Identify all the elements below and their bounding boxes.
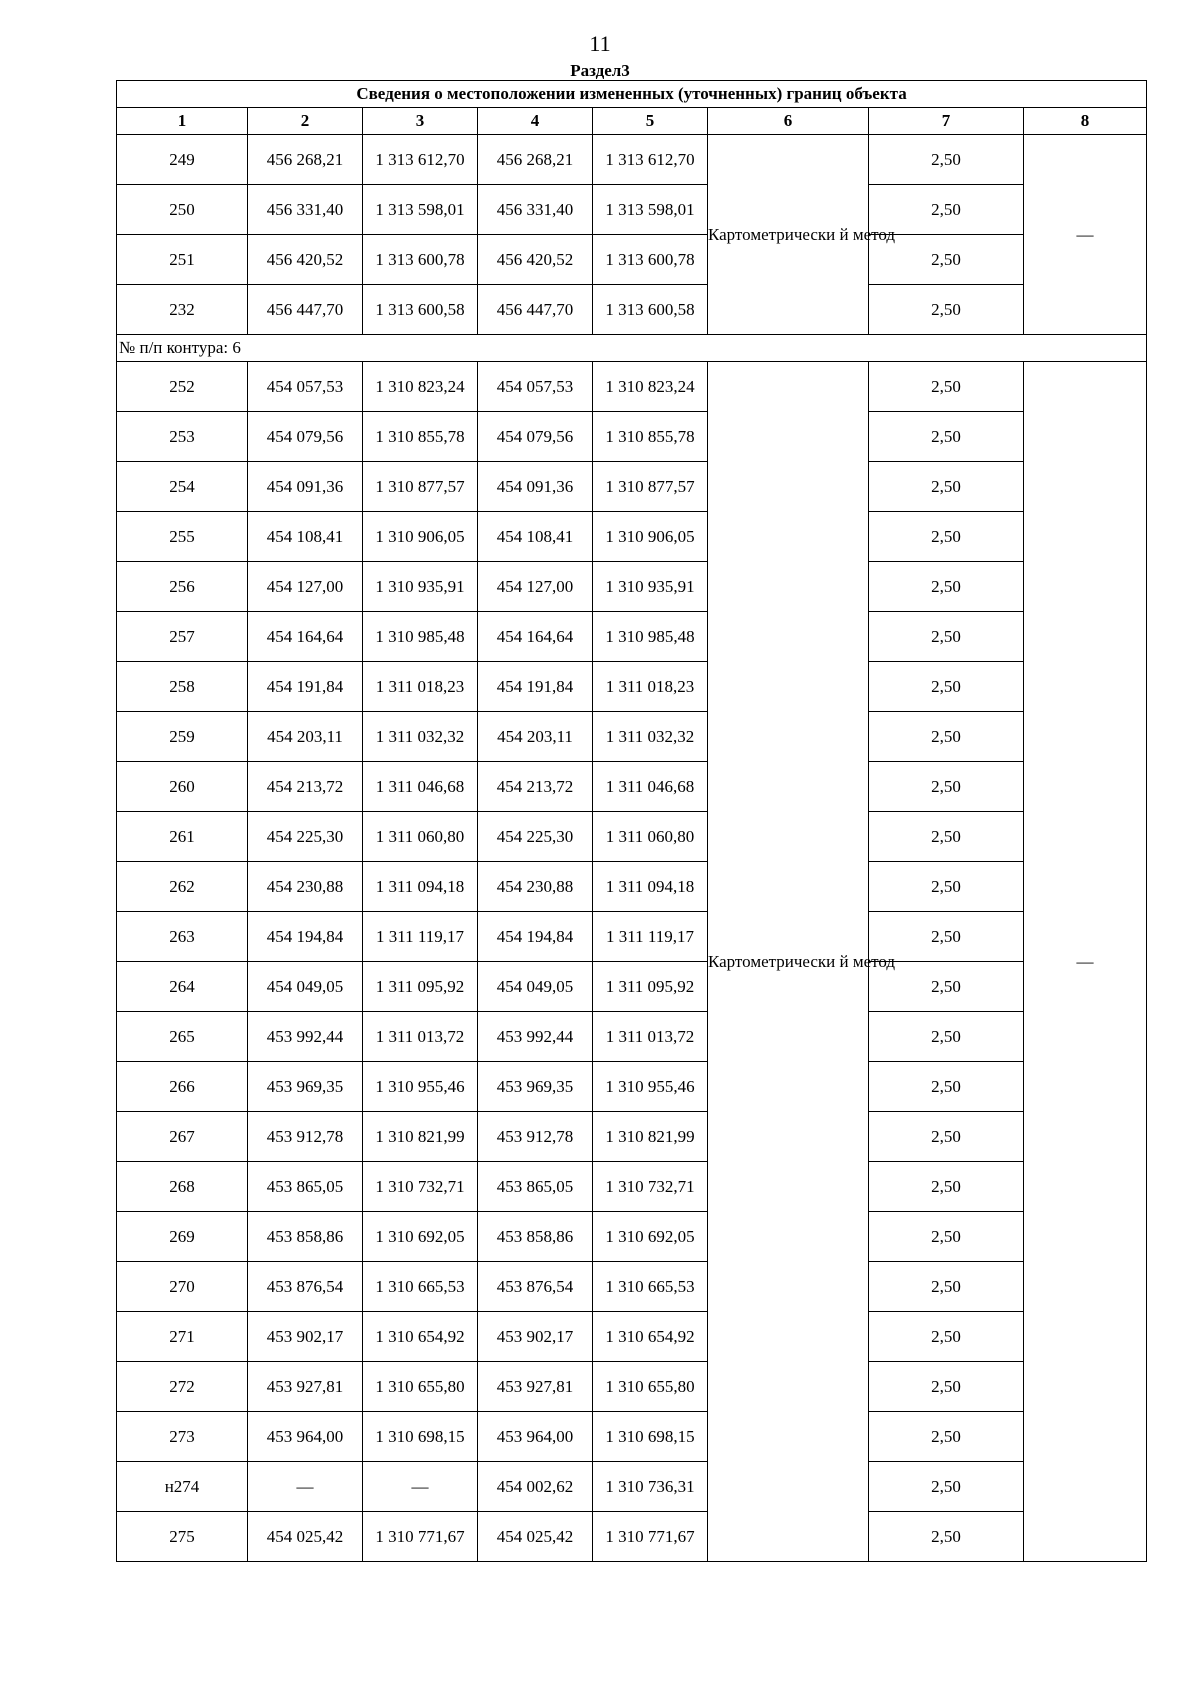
x-new-cell: 454 203,11 (478, 712, 593, 762)
accuracy-cell: 2,50 (869, 1312, 1024, 1362)
table-row (117, 962, 1147, 1012)
y-new-cell: 1 311 119,17 (593, 912, 708, 962)
x-old-cell: 453 969,35 (248, 1062, 363, 1112)
coordinates-table (116, 80, 1147, 1562)
table-row (117, 762, 1147, 812)
x-new-cell: 456 331,40 (478, 185, 593, 235)
accuracy-cell: 2,50 (869, 862, 1024, 912)
y-old-cell: 1 310 692,05 (363, 1212, 478, 1262)
accuracy-cell: 2,50 (869, 462, 1024, 512)
accuracy-cell: 2,50 (869, 1362, 1024, 1412)
y-old-cell: 1 310 654,92 (363, 1312, 478, 1362)
table-row (117, 135, 1147, 185)
point-number-cell: 258 (117, 662, 248, 712)
accuracy-cell: 2,50 (869, 135, 1024, 185)
x-new-cell: 453 969,35 (478, 1062, 593, 1112)
x-old-cell: 454 203,11 (248, 712, 363, 762)
point-number-cell: 257 (117, 612, 248, 662)
x-new-cell: 454 057,53 (478, 362, 593, 412)
point-number-cell: 252 (117, 362, 248, 412)
x-new-cell: 453 902,17 (478, 1312, 593, 1362)
accuracy-cell: 2,50 (869, 962, 1024, 1012)
y-old-cell: 1 310 935,91 (363, 562, 478, 612)
accuracy-cell: 2,50 (869, 285, 1024, 335)
y-new-cell: 1 311 018,23 (593, 662, 708, 712)
table-row (117, 562, 1147, 612)
point-number-cell: 275 (117, 1512, 248, 1562)
y-old-cell: 1 313 600,58 (363, 285, 478, 335)
table-row (117, 1362, 1147, 1412)
y-new-cell: 1 310 877,57 (593, 462, 708, 512)
point-number-cell: н274 (117, 1462, 248, 1512)
y-new-cell: 1 311 046,68 (593, 762, 708, 812)
y-new-cell: 1 310 906,05 (593, 512, 708, 562)
y-old-cell: 1 310 877,57 (363, 462, 478, 512)
x-old-cell: — (248, 1462, 363, 1512)
x-new-cell: 456 420,52 (478, 235, 593, 285)
column-number: 2 (248, 108, 363, 135)
point-number-cell: 249 (117, 135, 248, 185)
x-new-cell: 453 858,86 (478, 1212, 593, 1262)
point-number-cell: 266 (117, 1062, 248, 1112)
accuracy-cell: 2,50 (869, 762, 1024, 812)
y-new-cell: 1 310 935,91 (593, 562, 708, 612)
table-row (117, 1062, 1147, 1112)
x-new-cell: 454 191,84 (478, 662, 593, 712)
point-number-cell: 254 (117, 462, 248, 512)
table-row (117, 912, 1147, 962)
table-caption-row (117, 81, 1147, 108)
table-row (117, 235, 1147, 285)
point-number-cell: 251 (117, 235, 248, 285)
y-old-cell: — (363, 1462, 478, 1512)
x-new-cell: 453 927,81 (478, 1362, 593, 1412)
x-old-cell: 454 049,05 (248, 962, 363, 1012)
x-new-cell: 454 002,62 (478, 1462, 593, 1512)
x-old-cell: 454 225,30 (248, 812, 363, 862)
col8-dash-cell: — (1024, 362, 1147, 1562)
y-new-cell: 1 310 985,48 (593, 612, 708, 662)
x-new-cell: 453 992,44 (478, 1012, 593, 1062)
x-old-cell: 453 865,05 (248, 1162, 363, 1212)
point-number-cell: 259 (117, 712, 248, 762)
table-row (117, 1262, 1147, 1312)
table-caption: Сведения о местоположении измененных (уточненных) границ объекта (117, 81, 1147, 108)
y-old-cell: 1 310 855,78 (363, 412, 478, 462)
y-old-cell: 1 313 598,01 (363, 185, 478, 235)
contour-row (117, 335, 1147, 362)
accuracy-cell: 2,50 (869, 362, 1024, 412)
x-old-cell: 453 992,44 (248, 1012, 363, 1062)
x-new-cell: 453 912,78 (478, 1112, 593, 1162)
x-old-cell: 454 230,88 (248, 862, 363, 912)
y-old-cell: 1 310 985,48 (363, 612, 478, 662)
x-old-cell: 453 964,00 (248, 1412, 363, 1462)
x-old-cell: 453 927,81 (248, 1362, 363, 1412)
section-title: Раздел3 (570, 61, 630, 80)
point-number-cell: 232 (117, 285, 248, 335)
x-new-cell: 454 225,30 (478, 812, 593, 862)
table-row (117, 1112, 1147, 1162)
point-number-cell: 263 (117, 912, 248, 962)
y-new-cell: 1 310 955,46 (593, 1062, 708, 1112)
point-number-cell: 272 (117, 1362, 248, 1412)
accuracy-cell: 2,50 (869, 912, 1024, 962)
column-number: 8 (1024, 108, 1147, 135)
x-old-cell: 453 876,54 (248, 1262, 363, 1312)
x-old-cell: 454 194,84 (248, 912, 363, 962)
x-new-cell: 454 213,72 (478, 762, 593, 812)
col8-dash-cell: — (1024, 135, 1147, 335)
y-old-cell: 1 310 821,99 (363, 1112, 478, 1162)
x-old-cell: 454 127,00 (248, 562, 363, 612)
table-row (117, 285, 1147, 335)
y-old-cell: 1 311 013,72 (363, 1012, 478, 1062)
method-cell: Картометрически й метод (708, 135, 869, 335)
column-number-row (117, 108, 1147, 135)
column-number: 5 (593, 108, 708, 135)
x-new-cell: 456 268,21 (478, 135, 593, 185)
table-row (117, 362, 1147, 412)
column-number: 3 (363, 108, 478, 135)
table-row (117, 412, 1147, 462)
y-new-cell: 1 311 095,92 (593, 962, 708, 1012)
accuracy-cell: 2,50 (869, 235, 1024, 285)
x-new-cell: 454 091,36 (478, 462, 593, 512)
point-number-cell: 271 (117, 1312, 248, 1362)
y-old-cell: 1 310 732,71 (363, 1162, 478, 1212)
y-old-cell: 1 310 655,80 (363, 1362, 478, 1412)
accuracy-cell: 2,50 (869, 1262, 1024, 1312)
table-body (117, 135, 1147, 1562)
y-new-cell: 1 310 665,53 (593, 1262, 708, 1312)
y-old-cell: 1 311 032,32 (363, 712, 478, 762)
accuracy-cell: 2,50 (869, 1012, 1024, 1062)
point-number-cell: 273 (117, 1412, 248, 1462)
y-new-cell: 1 311 013,72 (593, 1012, 708, 1062)
point-number-cell: 268 (117, 1162, 248, 1212)
y-new-cell: 1 311 032,32 (593, 712, 708, 762)
x-old-cell: 454 191,84 (248, 662, 363, 712)
y-new-cell: 1 313 600,58 (593, 285, 708, 335)
y-new-cell: 1 310 655,80 (593, 1362, 708, 1412)
x-old-cell: 453 912,78 (248, 1112, 363, 1162)
accuracy-cell: 2,50 (869, 1212, 1024, 1262)
y-old-cell: 1 311 119,17 (363, 912, 478, 962)
x-new-cell: 456 447,70 (478, 285, 593, 335)
x-old-cell: 454 025,42 (248, 1512, 363, 1562)
table-row (117, 1012, 1147, 1062)
x-old-cell: 453 858,86 (248, 1212, 363, 1262)
y-old-cell: 1 311 018,23 (363, 662, 478, 712)
x-old-cell: 454 164,64 (248, 612, 363, 662)
x-new-cell: 454 108,41 (478, 512, 593, 562)
y-new-cell: 1 310 823,24 (593, 362, 708, 412)
y-new-cell: 1 310 692,05 (593, 1212, 708, 1262)
point-number-cell: 261 (117, 812, 248, 862)
accuracy-cell: 2,50 (869, 1412, 1024, 1462)
accuracy-cell: 2,50 (869, 512, 1024, 562)
y-new-cell: 1 310 732,71 (593, 1162, 708, 1212)
accuracy-cell: 2,50 (869, 1062, 1024, 1112)
table-row (117, 662, 1147, 712)
table-row (117, 712, 1147, 762)
y-old-cell: 1 313 612,70 (363, 135, 478, 185)
x-old-cell: 456 268,21 (248, 135, 363, 185)
x-new-cell: 454 164,64 (478, 612, 593, 662)
accuracy-cell: 2,50 (869, 412, 1024, 462)
x-old-cell: 456 420,52 (248, 235, 363, 285)
y-new-cell: 1 311 094,18 (593, 862, 708, 912)
y-old-cell: 1 311 046,68 (363, 762, 478, 812)
x-old-cell: 454 108,41 (248, 512, 363, 562)
accuracy-cell: 2,50 (869, 612, 1024, 662)
x-old-cell: 456 447,70 (248, 285, 363, 335)
table-row (117, 612, 1147, 662)
x-new-cell: 454 049,05 (478, 962, 593, 1012)
x-new-cell: 454 194,84 (478, 912, 593, 962)
point-number-cell: 256 (117, 562, 248, 612)
point-number-cell: 260 (117, 762, 248, 812)
accuracy-cell: 2,50 (869, 662, 1024, 712)
x-new-cell: 453 865,05 (478, 1162, 593, 1212)
point-number-cell: 253 (117, 412, 248, 462)
y-new-cell: 1 310 654,92 (593, 1312, 708, 1362)
accuracy-cell: 2,50 (869, 562, 1024, 612)
y-old-cell: 1 310 955,46 (363, 1062, 478, 1112)
x-new-cell: 454 127,00 (478, 562, 593, 612)
x-new-cell: 453 964,00 (478, 1412, 593, 1462)
x-old-cell: 454 213,72 (248, 762, 363, 812)
accuracy-cell: 2,50 (869, 712, 1024, 762)
accuracy-cell: 2,50 (869, 1512, 1024, 1562)
y-new-cell: 1 310 855,78 (593, 412, 708, 462)
contour-label: № п/п контура: 6 (117, 335, 1147, 362)
point-number-cell: 262 (117, 862, 248, 912)
y-old-cell: 1 310 823,24 (363, 362, 478, 412)
table-row (117, 1212, 1147, 1262)
y-old-cell: 1 311 060,80 (363, 812, 478, 862)
y-old-cell: 1 310 906,05 (363, 512, 478, 562)
table-row (117, 512, 1147, 562)
column-number: 1 (117, 108, 248, 135)
table-row (117, 1512, 1147, 1562)
x-new-cell: 454 079,56 (478, 412, 593, 462)
y-old-cell: 1 310 665,53 (363, 1262, 478, 1312)
table-row (117, 1162, 1147, 1212)
point-number-cell: 270 (117, 1262, 248, 1312)
point-number-cell: 265 (117, 1012, 248, 1062)
y-new-cell: 1 310 771,67 (593, 1512, 708, 1562)
accuracy-cell: 2,50 (869, 812, 1024, 862)
table-row (117, 862, 1147, 912)
y-new-cell: 1 313 600,78 (593, 235, 708, 285)
column-number: 6 (708, 108, 869, 135)
y-new-cell: 1 313 612,70 (593, 135, 708, 185)
accuracy-cell: 2,50 (869, 1162, 1024, 1212)
accuracy-cell: 2,50 (869, 1112, 1024, 1162)
table-row (117, 1462, 1147, 1512)
accuracy-cell: 2,50 (869, 185, 1024, 235)
table-row (117, 462, 1147, 512)
y-old-cell: 1 311 095,92 (363, 962, 478, 1012)
table-row (117, 1412, 1147, 1462)
y-new-cell: 1 310 821,99 (593, 1112, 708, 1162)
point-number-cell: 250 (117, 185, 248, 235)
x-old-cell: 454 057,53 (248, 362, 363, 412)
y-new-cell: 1 313 598,01 (593, 185, 708, 235)
column-number: 4 (478, 108, 593, 135)
point-number-cell: 264 (117, 962, 248, 1012)
y-old-cell: 1 310 771,67 (363, 1512, 478, 1562)
y-old-cell: 1 311 094,18 (363, 862, 478, 912)
y-new-cell: 1 311 060,80 (593, 812, 708, 862)
x-new-cell: 454 230,88 (478, 862, 593, 912)
point-number-cell: 269 (117, 1212, 248, 1262)
table-row (117, 812, 1147, 862)
method-cell: Картометрически й метод (708, 362, 869, 1562)
y-new-cell: 1 310 698,15 (593, 1412, 708, 1462)
x-new-cell: 453 876,54 (478, 1262, 593, 1312)
y-old-cell: 1 310 698,15 (363, 1412, 478, 1462)
x-old-cell: 454 091,36 (248, 462, 363, 512)
table-row (117, 185, 1147, 235)
accuracy-cell: 2,50 (869, 1462, 1024, 1512)
x-new-cell: 454 025,42 (478, 1512, 593, 1562)
y-new-cell: 1 310 736,31 (593, 1462, 708, 1512)
point-number-cell: 255 (117, 512, 248, 562)
column-number: 7 (869, 108, 1024, 135)
table-row (117, 1312, 1147, 1362)
x-old-cell: 454 079,56 (248, 412, 363, 462)
x-old-cell: 456 331,40 (248, 185, 363, 235)
page-number: 11 (589, 31, 611, 56)
y-old-cell: 1 313 600,78 (363, 235, 478, 285)
point-number-cell: 267 (117, 1112, 248, 1162)
x-old-cell: 453 902,17 (248, 1312, 363, 1362)
